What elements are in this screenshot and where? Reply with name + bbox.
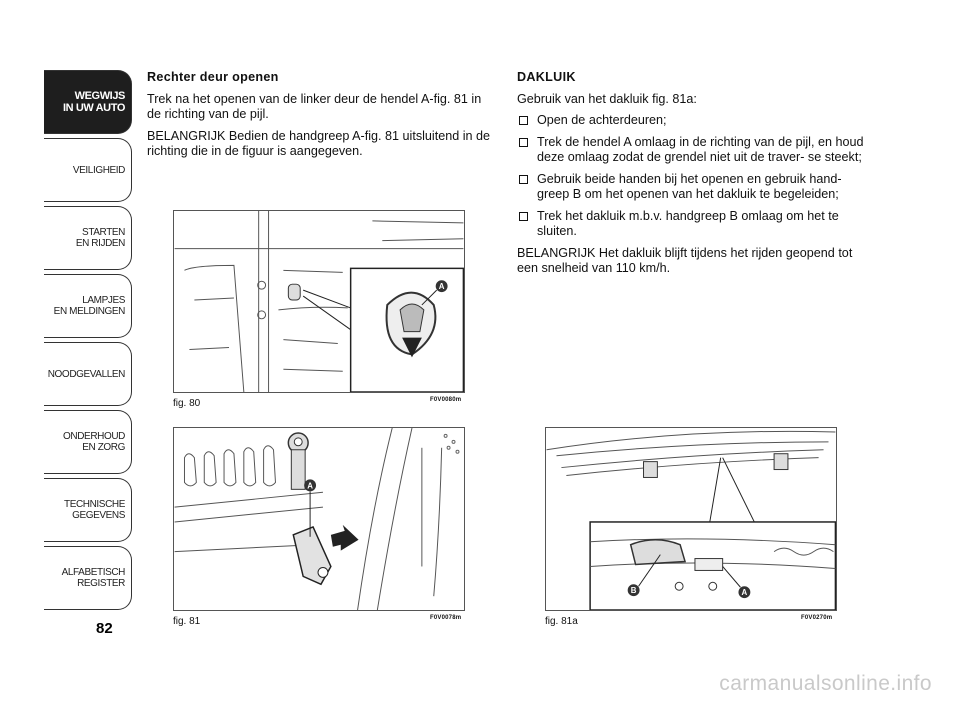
right-column — [517, 70, 867, 283]
figure-81a-roof-hatch — [545, 427, 837, 611]
left-column — [147, 70, 497, 166]
tab-onderhoud[interactable]: ONDERHOUD EN ZORG — [44, 410, 132, 474]
fig80-caption: fig. 80 — [173, 398, 201, 409]
tab-veiligheid[interactable]: VEILIGHEID — [44, 138, 132, 202]
roof-hatch-illustration — [546, 428, 836, 610]
tab-starten[interactable]: STARTEN EN RIJDEN — [44, 206, 132, 270]
tab-noodgevallen[interactable]: NOODGEVALLEN — [44, 342, 132, 406]
checkbox-bullet-icon — [519, 212, 528, 221]
tab-lampjes[interactable]: LAMPJES EN MELDINGEN — [44, 274, 132, 338]
checkbox-bullet-icon — [519, 175, 528, 184]
fig81-caption: fig. 81 — [173, 616, 201, 627]
tab-technische[interactable]: TECHNISCHE GEGEVENS — [44, 478, 132, 542]
callout-b-label: B — [630, 586, 637, 596]
fig80-code: F0V0080m — [430, 397, 462, 403]
list-item: Trek de hendel A omlaag in de richting van de pijl, en houd deze omlaag zodat de grendel niet uit de traver- se steekt; — [517, 135, 867, 166]
intro-text: Gebruik van het dakluik fig. 81a: — [517, 91, 697, 106]
callout-a-label: A — [438, 282, 445, 292]
important-note: BELANGRIJK Het dakluik blijft tijdens het rijden geopend tot een snelheid van 110 km/h. — [517, 245, 853, 275]
section-heading-rechter-deur: Rechter deur openen — [147, 70, 279, 84]
watermark: carmanualsonline.info — [719, 672, 932, 695]
figure-80-door-handle — [173, 210, 465, 393]
tab-wegwijs[interactable]: WEGWIJS IN UW AUTO — [44, 70, 132, 134]
fig81a-caption: fig. 81a — [545, 616, 578, 627]
tab-alfabetisch[interactable]: ALFABETISCH REGISTER — [44, 546, 132, 610]
figure-81-right-door-lever — [173, 427, 465, 611]
fig81-code: F0V0078m — [430, 615, 462, 621]
fig81a-code: F0V0270m — [801, 615, 833, 621]
checkbox-bullet-icon — [519, 138, 528, 147]
section-heading-dakluik: DAKLUIK — [517, 70, 576, 84]
list-item: Open de achterdeuren; — [517, 113, 867, 129]
door-illustration — [174, 211, 464, 392]
list-item: Gebruik beide handen bij het openen en gebruik hand- greep B om het openen van het dakluik te begeleiden; — [517, 172, 867, 203]
checkbox-bullet-icon — [519, 116, 528, 125]
important-note: BELANGRIJK Bedien de handgreep A-fig. 81 uitsluitend in de richting die in de figuur is aangegeven. — [147, 128, 491, 158]
page-number: 82 — [96, 620, 113, 637]
callout-a-label: A — [307, 481, 313, 491]
door-lever-illustration — [174, 428, 464, 610]
callout-a-label: A — [741, 588, 748, 598]
instruction-list — [517, 113, 867, 240]
paragraph: Trek na het openen van de linker deur de hendel A-fig. 81 in de richting van de pijl. — [147, 91, 482, 121]
list-item: Trek het dakluik m.b.v. handgreep B omlaag om het te sluiten. — [517, 209, 867, 240]
